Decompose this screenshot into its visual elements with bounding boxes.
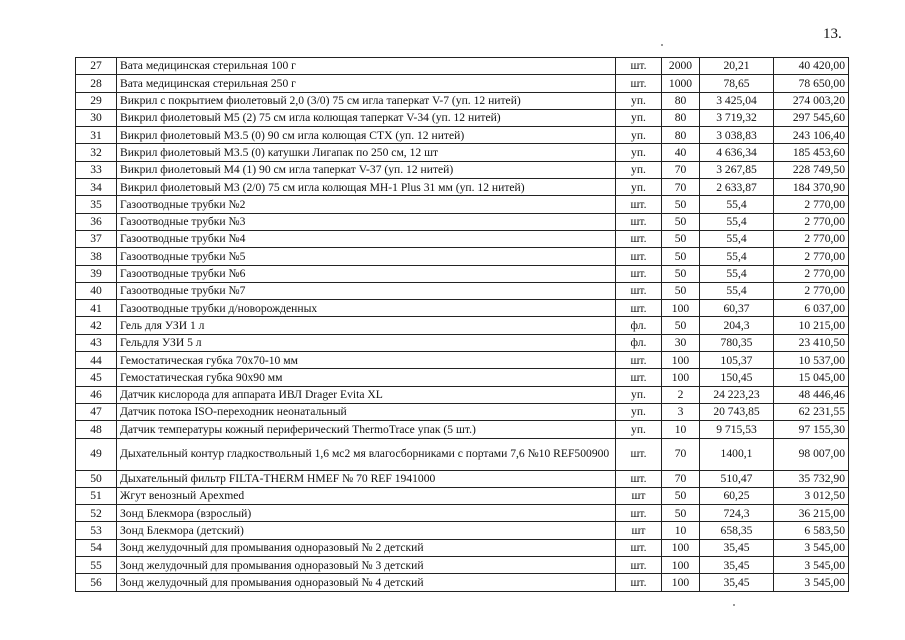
cell-qty: 1000 xyxy=(662,75,700,92)
table-row xyxy=(76,92,849,109)
table-row xyxy=(76,557,849,574)
cell-total: 23 410,50 xyxy=(774,334,849,351)
cell-name: Газоотводные трубки №2 xyxy=(117,196,616,213)
cell-price: 35,45 xyxy=(700,574,774,591)
cell-total: 3 545,00 xyxy=(774,557,849,574)
cell-qty: 30 xyxy=(662,334,700,351)
cell-name: Дыхательный контур гладкоствольный 1,6 мс2 мя влагосборниками с портами 7,6 №10 REF500900 xyxy=(117,438,616,470)
cell-unit: шт. xyxy=(616,505,662,522)
cell-price: 24 223,23 xyxy=(700,386,774,403)
cell-name: Гель для УЗИ 1 л xyxy=(117,317,616,334)
cell-num: 56 xyxy=(76,574,117,591)
table-row xyxy=(76,334,849,351)
cell-total: 243 106,40 xyxy=(774,127,849,144)
items-table-body xyxy=(76,58,849,592)
cell-name: Датчик потока ISO-переходник неонатальный xyxy=(117,403,616,420)
cell-price: 55,4 xyxy=(700,196,774,213)
cell-total: 2 770,00 xyxy=(774,230,849,247)
cell-price: 3 425,04 xyxy=(700,92,774,109)
table-row xyxy=(76,539,849,556)
cell-unit: уп. xyxy=(616,386,662,403)
cell-num: 42 xyxy=(76,317,117,334)
table-row xyxy=(76,574,849,591)
cell-qty: 50 xyxy=(662,265,700,282)
cell-total: 6 583,50 xyxy=(774,522,849,539)
cell-name: Датчик температуры кожный периферический ThermoTrace упак (5 шт.) xyxy=(117,421,616,438)
cell-num: 50 xyxy=(76,470,117,487)
cell-name: Зонд желудочный для промывания одноразовый № 3 детский xyxy=(117,557,616,574)
cell-price: 724,3 xyxy=(700,505,774,522)
cell-num: 47 xyxy=(76,403,117,420)
cell-qty: 100 xyxy=(662,369,700,386)
cell-price: 3 267,85 xyxy=(700,161,774,178)
cell-total: 2 770,00 xyxy=(774,196,849,213)
cell-name: Викрил фиолетовый М5 (2) 75 см игла колющая таперкат V-34 (уп. 12 нитей) xyxy=(117,109,616,126)
cell-price: 20,21 xyxy=(700,58,774,75)
cell-total: 3 012,50 xyxy=(774,487,849,504)
cell-num: 52 xyxy=(76,505,117,522)
cell-total: 2 770,00 xyxy=(774,282,849,299)
cell-qty: 10 xyxy=(662,421,700,438)
cell-name: Зонд Блекмора (детский) xyxy=(117,522,616,539)
cell-total: 36 215,00 xyxy=(774,505,849,522)
cell-unit: шт. xyxy=(616,557,662,574)
cell-qty: 100 xyxy=(662,557,700,574)
cell-unit: шт. xyxy=(616,539,662,556)
cell-num: 31 xyxy=(76,127,117,144)
cell-qty: 50 xyxy=(662,317,700,334)
cell-unit: шт. xyxy=(616,248,662,265)
cell-total: 228 749,50 xyxy=(774,161,849,178)
cell-num: 55 xyxy=(76,557,117,574)
cell-total: 185 453,60 xyxy=(774,144,849,161)
cell-total: 184 370,90 xyxy=(774,179,849,196)
table-row xyxy=(76,522,849,539)
cell-unit: шт. xyxy=(616,438,662,470)
cell-price: 55,4 xyxy=(700,265,774,282)
table-row xyxy=(76,505,849,522)
cell-qty: 50 xyxy=(662,196,700,213)
cell-qty: 80 xyxy=(662,127,700,144)
cell-price: 510,47 xyxy=(700,470,774,487)
table-row xyxy=(76,438,849,470)
cell-unit: шт. xyxy=(616,75,662,92)
cell-qty: 70 xyxy=(662,470,700,487)
cell-unit: уп. xyxy=(616,92,662,109)
cell-name: Викрил фиолетовый М3 (2/0) 75 см игла колющая МН-1 Plus 31 мм (уп. 12 нитей) xyxy=(117,179,616,196)
cell-unit: уп. xyxy=(616,403,662,420)
cell-price: 78,65 xyxy=(700,75,774,92)
table-row xyxy=(76,300,849,317)
cell-unit: уп. xyxy=(616,161,662,178)
cell-num: 38 xyxy=(76,248,117,265)
table-row xyxy=(76,230,849,247)
cell-unit: шт. xyxy=(616,369,662,386)
cell-qty: 40 xyxy=(662,144,700,161)
cell-name: Гельдля УЗИ 5 л xyxy=(117,334,616,351)
cell-unit: шт. xyxy=(616,265,662,282)
cell-unit: шт. xyxy=(616,574,662,591)
table-row xyxy=(76,75,849,92)
cell-total: 297 545,60 xyxy=(774,109,849,126)
scan-speck xyxy=(661,44,663,46)
cell-total: 40 420,00 xyxy=(774,58,849,75)
cell-num: 34 xyxy=(76,179,117,196)
cell-name: Газоотводные трубки №4 xyxy=(117,230,616,247)
cell-num: 28 xyxy=(76,75,117,92)
cell-num: 32 xyxy=(76,144,117,161)
cell-name: Газоотводные трубки №3 xyxy=(117,213,616,230)
cell-name: Гемостатическая губка 70х70-10 мм xyxy=(117,352,616,369)
cell-num: 45 xyxy=(76,369,117,386)
cell-qty: 50 xyxy=(662,487,700,504)
cell-num: 41 xyxy=(76,300,117,317)
page-number: 13. xyxy=(823,26,842,42)
cell-price: 35,45 xyxy=(700,557,774,574)
cell-unit: шт xyxy=(616,522,662,539)
cell-qty: 70 xyxy=(662,438,700,470)
cell-qty: 50 xyxy=(662,248,700,265)
scan-speck xyxy=(733,604,735,606)
cell-num: 33 xyxy=(76,161,117,178)
cell-total: 62 231,55 xyxy=(774,403,849,420)
cell-num: 36 xyxy=(76,213,117,230)
cell-price: 1400,1 xyxy=(700,438,774,470)
cell-qty: 100 xyxy=(662,539,700,556)
cell-price: 60,37 xyxy=(700,300,774,317)
cell-qty: 80 xyxy=(662,92,700,109)
cell-name: Зонд желудочный для промывания одноразовый № 2 детский xyxy=(117,539,616,556)
cell-qty: 2 xyxy=(662,386,700,403)
cell-unit: шт. xyxy=(616,470,662,487)
cell-qty: 50 xyxy=(662,230,700,247)
cell-qty: 3 xyxy=(662,403,700,420)
cell-price: 20 743,85 xyxy=(700,403,774,420)
cell-total: 3 545,00 xyxy=(774,574,849,591)
table-row xyxy=(76,470,849,487)
cell-price: 55,4 xyxy=(700,213,774,230)
cell-qty: 70 xyxy=(662,161,700,178)
cell-total: 2 770,00 xyxy=(774,248,849,265)
cell-name: Зонд желудочный для промывания одноразовый № 4 детский xyxy=(117,574,616,591)
cell-price: 35,45 xyxy=(700,539,774,556)
cell-num: 44 xyxy=(76,352,117,369)
cell-name: Газоотводные трубки №6 xyxy=(117,265,616,282)
cell-num: 37 xyxy=(76,230,117,247)
cell-price: 4 636,34 xyxy=(700,144,774,161)
cell-total: 48 446,46 xyxy=(774,386,849,403)
cell-qty: 2000 xyxy=(662,58,700,75)
cell-price: 204,3 xyxy=(700,317,774,334)
cell-total: 274 003,20 xyxy=(774,92,849,109)
cell-name: Викрил фиолетовый М3.5 (0) катушки Лигапак по 250 см, 12 шт xyxy=(117,144,616,161)
cell-price: 2 633,87 xyxy=(700,179,774,196)
cell-num: 53 xyxy=(76,522,117,539)
cell-total: 97 155,30 xyxy=(774,421,849,438)
cell-num: 49 xyxy=(76,438,117,470)
cell-name: Зонд Блекмора (взрослый) xyxy=(117,505,616,522)
cell-unit: уп. xyxy=(616,179,662,196)
cell-price: 150,45 xyxy=(700,369,774,386)
cell-total: 35 732,90 xyxy=(774,470,849,487)
cell-unit: уп. xyxy=(616,127,662,144)
cell-total: 10 215,00 xyxy=(774,317,849,334)
cell-name: Датчик кислорода для аппарата ИВЛ Drager Evita XL xyxy=(117,386,616,403)
cell-price: 3 038,83 xyxy=(700,127,774,144)
table-row xyxy=(76,282,849,299)
table-row xyxy=(76,109,849,126)
cell-price: 55,4 xyxy=(700,230,774,247)
cell-num: 30 xyxy=(76,109,117,126)
cell-total: 2 770,00 xyxy=(774,213,849,230)
cell-num: 39 xyxy=(76,265,117,282)
cell-price: 780,35 xyxy=(700,334,774,351)
cell-price: 658,35 xyxy=(700,522,774,539)
cell-unit: шт. xyxy=(616,352,662,369)
cell-unit: шт. xyxy=(616,58,662,75)
cell-unit: шт. xyxy=(616,282,662,299)
cell-num: 51 xyxy=(76,487,117,504)
cell-qty: 50 xyxy=(662,505,700,522)
cell-num: 35 xyxy=(76,196,117,213)
cell-name: Газоотводные трубки д/новорожденных xyxy=(117,300,616,317)
cell-qty: 10 xyxy=(662,522,700,539)
cell-unit: уп. xyxy=(616,144,662,161)
cell-unit: шт xyxy=(616,487,662,504)
table-row xyxy=(76,248,849,265)
table-row xyxy=(76,487,849,504)
cell-name: Жгут венозный Apexmed xyxy=(117,487,616,504)
cell-unit: шт. xyxy=(616,300,662,317)
cell-total: 78 650,00 xyxy=(774,75,849,92)
table-row xyxy=(76,386,849,403)
cell-total: 98 007,00 xyxy=(774,438,849,470)
table-row xyxy=(76,58,849,75)
cell-qty: 80 xyxy=(662,109,700,126)
cell-name: Газоотводные трубки №7 xyxy=(117,282,616,299)
cell-total: 6 037,00 xyxy=(774,300,849,317)
cell-name: Викрил с покрытием фиолетовый 2,0 (3/0) 75 см игла таперкат V-7 (уп. 12 нитей) xyxy=(117,92,616,109)
cell-total: 3 545,00 xyxy=(774,539,849,556)
cell-num: 40 xyxy=(76,282,117,299)
cell-price: 105,37 xyxy=(700,352,774,369)
cell-price: 55,4 xyxy=(700,282,774,299)
cell-name: Вата медицинская стерильная 100 г xyxy=(117,58,616,75)
cell-total: 2 770,00 xyxy=(774,265,849,282)
table-row xyxy=(76,421,849,438)
table-row xyxy=(76,317,849,334)
table-row xyxy=(76,161,849,178)
table-row xyxy=(76,127,849,144)
cell-name: Дыхательный фильтр FILTA-THERM HMEF № 70 REF 1941000 xyxy=(117,470,616,487)
table-row xyxy=(76,265,849,282)
cell-qty: 70 xyxy=(662,179,700,196)
table-row xyxy=(76,369,849,386)
cell-unit: уп. xyxy=(616,421,662,438)
cell-qty: 50 xyxy=(662,282,700,299)
cell-num: 48 xyxy=(76,421,117,438)
cell-price: 60,25 xyxy=(700,487,774,504)
cell-name: Гемостатическая губка 90х90 мм xyxy=(117,369,616,386)
table-row xyxy=(76,179,849,196)
cell-unit: фл. xyxy=(616,317,662,334)
table-row xyxy=(76,213,849,230)
items-table xyxy=(75,57,849,592)
cell-name: Вата медицинская стерильная 250 г xyxy=(117,75,616,92)
cell-name: Викрил фиолетовый М3.5 (0) 90 см игла колющая СТХ (уп. 12 нитей) xyxy=(117,127,616,144)
cell-num: 27 xyxy=(76,58,117,75)
cell-unit: шт. xyxy=(616,196,662,213)
cell-unit: фл. xyxy=(616,334,662,351)
cell-name: Викрил фиолетовый М4 (1) 90 см игла таперкат V-37 (уп. 12 нитей) xyxy=(117,161,616,178)
cell-unit: шт. xyxy=(616,213,662,230)
cell-num: 54 xyxy=(76,539,117,556)
cell-num: 29 xyxy=(76,92,117,109)
table-row xyxy=(76,352,849,369)
table-row xyxy=(76,196,849,213)
cell-qty: 50 xyxy=(662,213,700,230)
cell-price: 3 719,32 xyxy=(700,109,774,126)
cell-unit: шт. xyxy=(616,230,662,247)
cell-unit: уп. xyxy=(616,109,662,126)
cell-qty: 100 xyxy=(662,574,700,591)
cell-name: Газоотводные трубки №5 xyxy=(117,248,616,265)
cell-price: 9 715,53 xyxy=(700,421,774,438)
cell-total: 10 537,00 xyxy=(774,352,849,369)
cell-qty: 100 xyxy=(662,352,700,369)
table-row xyxy=(76,403,849,420)
cell-qty: 100 xyxy=(662,300,700,317)
cell-total: 15 045,00 xyxy=(774,369,849,386)
cell-num: 46 xyxy=(76,386,117,403)
cell-num: 43 xyxy=(76,334,117,351)
table-row xyxy=(76,144,849,161)
cell-price: 55,4 xyxy=(700,248,774,265)
